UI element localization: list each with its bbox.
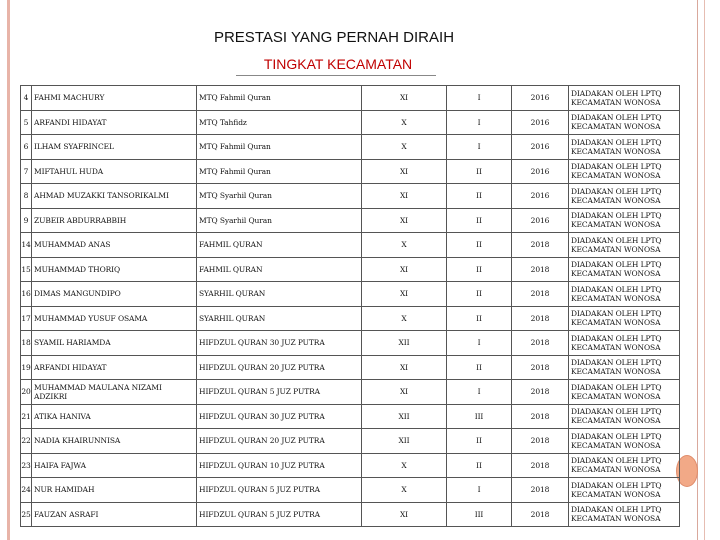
subtitle-divider bbox=[236, 75, 436, 76]
year-cell: 2016 bbox=[512, 184, 569, 209]
left-accent-line bbox=[7, 0, 10, 540]
page-subtitle: TINGKAT KECAMATAN bbox=[263, 56, 413, 72]
table-row bbox=[21, 404, 680, 429]
year-cell: 2016 bbox=[512, 208, 569, 233]
organizer-note-cell: DIADAKAN OLEH LPTQ KECAMATAN WONOSA bbox=[569, 184, 680, 209]
organizer-note-cell: DIADAKAN OLEH LPTQ KECAMATAN WONOSA bbox=[569, 380, 680, 405]
row-number-cell: 8 bbox=[21, 184, 32, 209]
rank-cell: II bbox=[447, 159, 512, 184]
student-name-cell: DIMAS MANGUNDIPO bbox=[32, 282, 197, 307]
row-number-cell: 25 bbox=[21, 502, 32, 527]
competition-name-cell: HIFDZUL QURAN 20 JUZ PUTRA bbox=[197, 429, 362, 454]
organizer-note-cell: DIADAKAN OLEH LPTQ KECAMATAN WONOSA bbox=[569, 159, 680, 184]
table-row bbox=[21, 502, 680, 527]
year-cell: 2018 bbox=[512, 306, 569, 331]
year-cell: 2018 bbox=[512, 355, 569, 380]
year-cell: 2018 bbox=[512, 502, 569, 527]
table-row bbox=[21, 478, 680, 503]
competition-name-cell: HIFDZUL QURAN 5 JUZ PUTRA bbox=[197, 380, 362, 405]
student-name-cell: MUHAMMAD THORIQ bbox=[32, 257, 197, 282]
student-name-cell: ILHAM SYAFRINCEL bbox=[32, 135, 197, 160]
class-level-cell: X bbox=[362, 478, 447, 503]
organizer-note-cell: DIADAKAN OLEH LPTQ KECAMATAN WONOSA bbox=[569, 86, 680, 111]
rank-cell: I bbox=[447, 110, 512, 135]
class-level-cell: X bbox=[362, 110, 447, 135]
year-cell: 2016 bbox=[512, 110, 569, 135]
year-cell: 2018 bbox=[512, 331, 569, 356]
rank-cell: I bbox=[447, 380, 512, 405]
student-name-cell: MUHAMMAD YUSUF OSAMA bbox=[32, 306, 197, 331]
competition-name-cell: FAHMIL QURAN bbox=[197, 233, 362, 258]
rank-cell: I bbox=[447, 86, 512, 111]
class-level-cell: XI bbox=[362, 159, 447, 184]
class-level-cell: XI bbox=[362, 282, 447, 307]
year-cell: 2018 bbox=[512, 282, 569, 307]
class-level-cell: X bbox=[362, 306, 447, 331]
class-level-cell: XII bbox=[362, 331, 447, 356]
student-name-cell: SYAMIL HARIAMDA bbox=[32, 331, 197, 356]
competition-name-cell: SYARHIL QURAN bbox=[197, 306, 362, 331]
organizer-note-cell: DIADAKAN OLEH LPTQ KECAMATAN WONOSA bbox=[569, 429, 680, 454]
page-title: PRESTASI YANG PERNAH DIRAIH bbox=[213, 29, 455, 46]
row-number-cell: 16 bbox=[21, 282, 32, 307]
competition-name-cell: MTQ Fahmil Quran bbox=[197, 86, 362, 111]
class-level-cell: XI bbox=[362, 355, 447, 380]
table-row bbox=[21, 331, 680, 356]
row-number-cell: 7 bbox=[21, 159, 32, 184]
organizer-note-cell: DIADAKAN OLEH LPTQ KECAMATAN WONOSA bbox=[569, 306, 680, 331]
rank-cell: I bbox=[447, 331, 512, 356]
achievements-table bbox=[20, 85, 680, 527]
row-number-cell: 17 bbox=[21, 306, 32, 331]
student-name-cell: HAIFA FAJWA bbox=[32, 453, 197, 478]
rank-cell: II bbox=[447, 355, 512, 380]
year-cell: 2018 bbox=[512, 478, 569, 503]
year-cell: 2018 bbox=[512, 233, 569, 258]
student-name-cell: MUHAMMAD MAULANA NIZAMI ADZIKRI bbox=[32, 380, 197, 405]
row-number-cell: 15 bbox=[21, 257, 32, 282]
class-level-cell: XI bbox=[362, 380, 447, 405]
right-border-line-outer bbox=[704, 0, 705, 540]
rank-cell: II bbox=[447, 453, 512, 478]
competition-name-cell: FAHMIL QURAN bbox=[197, 257, 362, 282]
student-name-cell: ARFANDI HIDAYAT bbox=[32, 355, 197, 380]
competition-name-cell: HIFDZUL QURAN 20 JUZ PUTRA bbox=[197, 355, 362, 380]
organizer-note-cell: DIADAKAN OLEH LPTQ KECAMATAN WONOSA bbox=[569, 135, 680, 160]
organizer-note-cell: DIADAKAN OLEH LPTQ KECAMATAN WONOSA bbox=[569, 257, 680, 282]
table-row bbox=[21, 453, 680, 478]
student-name-cell: FAUZAN ASRAFI bbox=[32, 502, 197, 527]
year-cell: 2016 bbox=[512, 159, 569, 184]
rank-cell: III bbox=[447, 404, 512, 429]
table-row bbox=[21, 282, 680, 307]
competition-name-cell: MTQ Fahmil Quran bbox=[197, 159, 362, 184]
rank-cell: I bbox=[447, 478, 512, 503]
year-cell: 2018 bbox=[512, 453, 569, 478]
row-number-cell: 4 bbox=[21, 86, 32, 111]
year-cell: 2018 bbox=[512, 404, 569, 429]
year-cell: 2016 bbox=[512, 135, 569, 160]
class-level-cell: XII bbox=[362, 404, 447, 429]
row-number-cell: 22 bbox=[21, 429, 32, 454]
table-row bbox=[21, 257, 680, 282]
student-name-cell: ZUBEIR ABDURRABBIH bbox=[32, 208, 197, 233]
class-level-cell: XII bbox=[362, 429, 447, 454]
rank-cell: II bbox=[447, 257, 512, 282]
student-name-cell: NUR HAMIDAH bbox=[32, 478, 197, 503]
competition-name-cell: HIFDZUL QURAN 5 JUZ PUTRA bbox=[197, 502, 362, 527]
class-level-cell: X bbox=[362, 453, 447, 478]
year-cell: 2018 bbox=[512, 429, 569, 454]
row-number-cell: 18 bbox=[21, 331, 32, 356]
student-name-cell: FAHMI MACHURY bbox=[32, 86, 197, 111]
rank-cell: III bbox=[447, 502, 512, 527]
rank-cell: II bbox=[447, 429, 512, 454]
row-number-cell: 21 bbox=[21, 404, 32, 429]
organizer-note-cell: DIADAKAN OLEH LPTQ KECAMATAN WONOSA bbox=[569, 282, 680, 307]
class-level-cell: XI bbox=[362, 86, 447, 111]
rank-cell: II bbox=[447, 282, 512, 307]
class-level-cell: X bbox=[362, 135, 447, 160]
table-row bbox=[21, 355, 680, 380]
class-level-cell: XI bbox=[362, 502, 447, 527]
row-number-cell: 24 bbox=[21, 478, 32, 503]
competition-name-cell: MTQ Fahmil Quran bbox=[197, 135, 362, 160]
student-name-cell: ARFANDI HIDAYAT bbox=[32, 110, 197, 135]
student-name-cell: MUHAMMAD ANAS bbox=[32, 233, 197, 258]
student-name-cell: NADIA KHAIRUNNISA bbox=[32, 429, 197, 454]
rank-cell: I bbox=[447, 135, 512, 160]
year-cell: 2016 bbox=[512, 86, 569, 111]
class-level-cell: XI bbox=[362, 257, 447, 282]
table-row bbox=[21, 86, 680, 111]
row-number-cell: 6 bbox=[21, 135, 32, 160]
organizer-note-cell: DIADAKAN OLEH LPTQ KECAMATAN WONOSA bbox=[569, 453, 680, 478]
row-number-cell: 20 bbox=[21, 380, 32, 405]
competition-name-cell: MTQ Syarhil Quran bbox=[197, 208, 362, 233]
competition-name-cell: MTQ Tahfidz bbox=[197, 110, 362, 135]
table-row bbox=[21, 110, 680, 135]
organizer-note-cell: DIADAKAN OLEH LPTQ KECAMATAN WONOSA bbox=[569, 110, 680, 135]
year-cell: 2018 bbox=[512, 380, 569, 405]
organizer-note-cell: DIADAKAN OLEH LPTQ KECAMATAN WONOSA bbox=[569, 502, 680, 527]
rank-cell: II bbox=[447, 184, 512, 209]
rank-cell: II bbox=[447, 208, 512, 233]
competition-name-cell: MTQ Syarhil Quran bbox=[197, 184, 362, 209]
competition-name-cell: HIFDZUL QURAN 30 JUZ PUTRA bbox=[197, 404, 362, 429]
right-border-line bbox=[697, 0, 698, 540]
row-number-cell: 14 bbox=[21, 233, 32, 258]
organizer-note-cell: DIADAKAN OLEH LPTQ KECAMATAN WONOSA bbox=[569, 233, 680, 258]
class-level-cell: X bbox=[362, 233, 447, 258]
table-row bbox=[21, 306, 680, 331]
student-name-cell: MIFTAHUL HUDA bbox=[32, 159, 197, 184]
organizer-note-cell: DIADAKAN OLEH LPTQ KECAMATAN WONOSA bbox=[569, 331, 680, 356]
table-row bbox=[21, 135, 680, 160]
table-row bbox=[21, 208, 680, 233]
organizer-note-cell: DIADAKAN OLEH LPTQ KECAMATAN WONOSA bbox=[569, 208, 680, 233]
row-number-cell: 9 bbox=[21, 208, 32, 233]
competition-name-cell: SYARHIL QURAN bbox=[197, 282, 362, 307]
organizer-note-cell: DIADAKAN OLEH LPTQ KECAMATAN WONOSA bbox=[569, 404, 680, 429]
table-row bbox=[21, 184, 680, 209]
row-number-cell: 23 bbox=[21, 453, 32, 478]
year-cell: 2018 bbox=[512, 257, 569, 282]
organizer-note-cell: DIADAKAN OLEH LPTQ KECAMATAN WONOSA bbox=[569, 355, 680, 380]
competition-name-cell: HIFDZUL QURAN 5 JUZ PUTRA bbox=[197, 478, 362, 503]
row-number-cell: 19 bbox=[21, 355, 32, 380]
student-name-cell: AHMAD MUZAKKI TANSORIKALMI bbox=[32, 184, 197, 209]
table-row bbox=[21, 233, 680, 258]
table-row bbox=[21, 429, 680, 454]
row-number-cell: 5 bbox=[21, 110, 32, 135]
rank-cell: II bbox=[447, 233, 512, 258]
table-row bbox=[21, 380, 680, 405]
table-row bbox=[21, 159, 680, 184]
rank-cell: II bbox=[447, 306, 512, 331]
class-level-cell: XI bbox=[362, 208, 447, 233]
class-level-cell: XI bbox=[362, 184, 447, 209]
competition-name-cell: HIFDZUL QURAN 10 JUZ PUTRA bbox=[197, 453, 362, 478]
organizer-note-cell: DIADAKAN OLEH LPTQ KECAMATAN WONOSA bbox=[569, 478, 680, 503]
student-name-cell: ATIKA HANIVA bbox=[32, 404, 197, 429]
competition-name-cell: HIFDZUL QURAN 30 JUZ PUTRA bbox=[197, 331, 362, 356]
